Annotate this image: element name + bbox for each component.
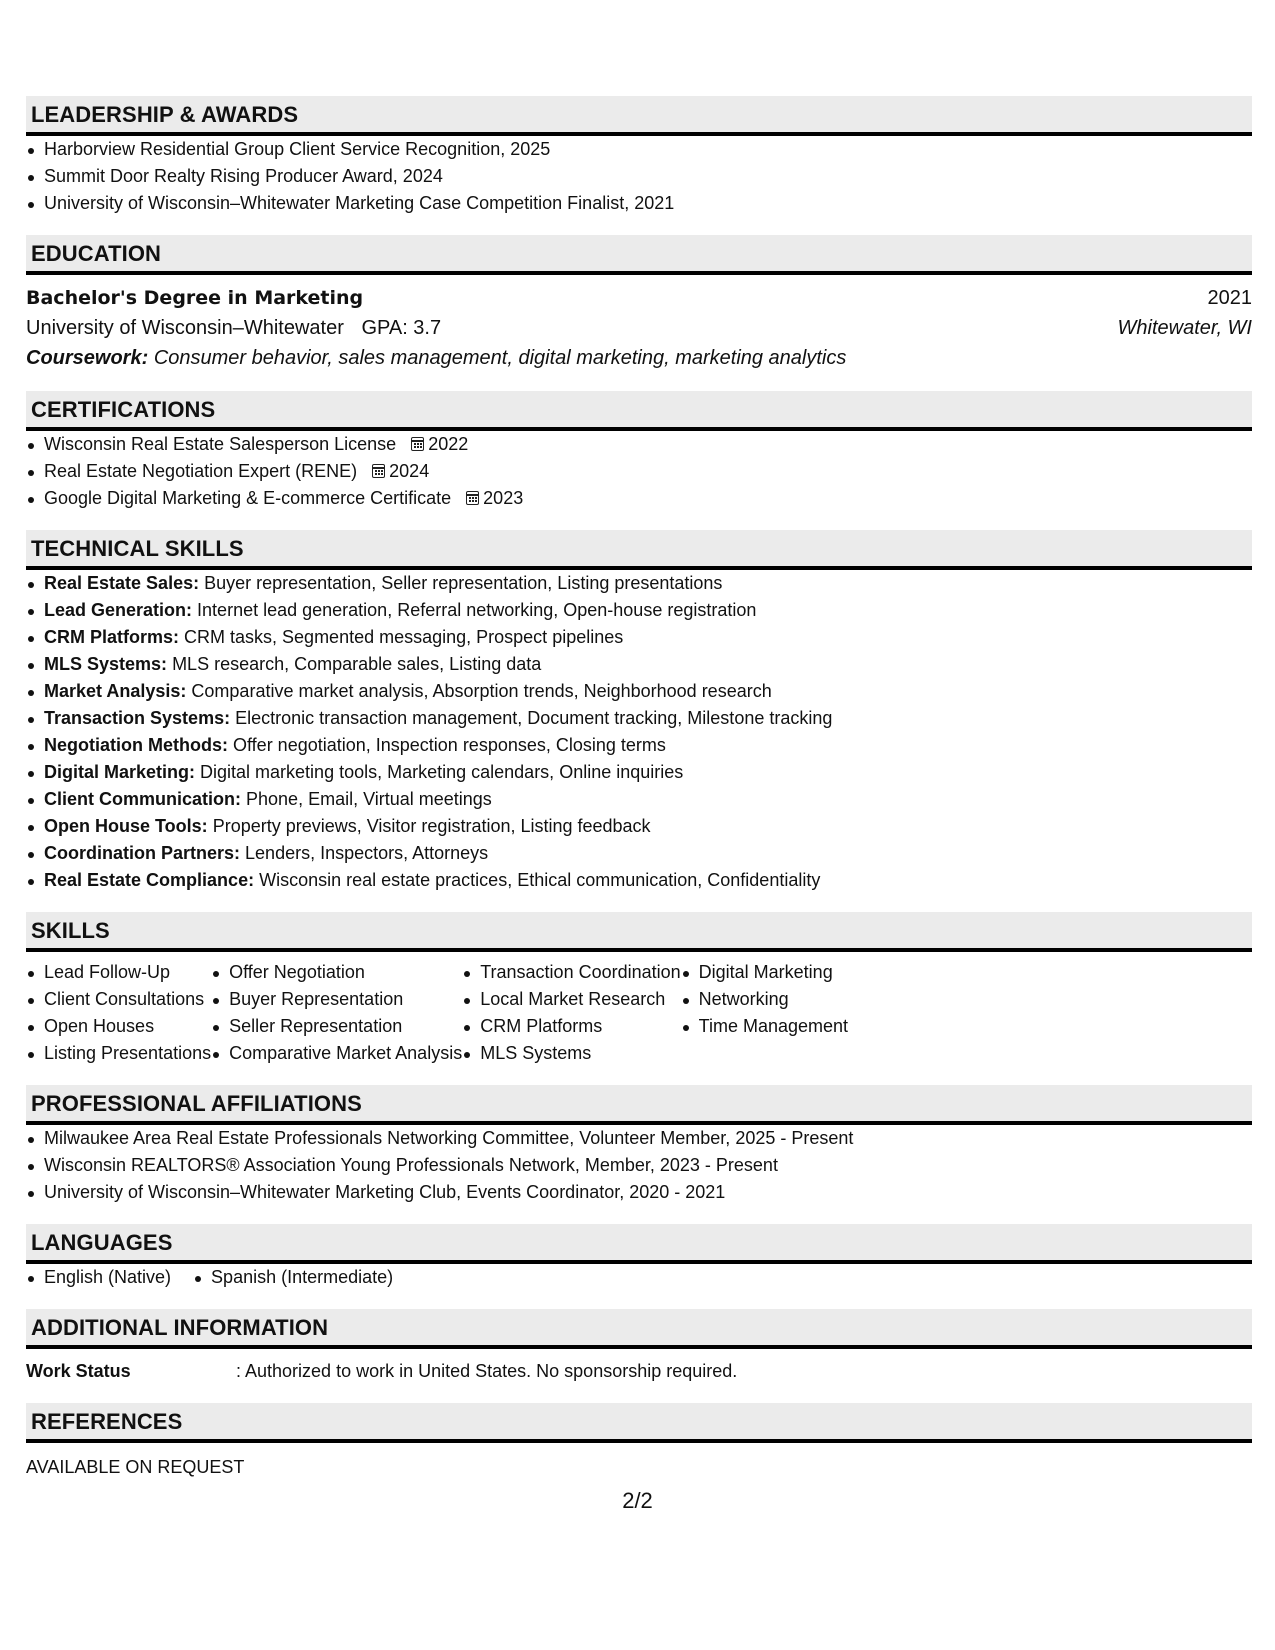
certification-name: Wisconsin Real Estate Salesperson License	[44, 434, 397, 454]
leadership-list	[26, 136, 1252, 217]
skill-category: Real Estate Sales:	[44, 573, 200, 593]
page-number: 2/2	[622, 1488, 653, 1513]
calendar-icon	[411, 437, 424, 451]
list-item	[26, 678, 1252, 705]
leadership-section	[26, 96, 1252, 217]
list-item	[26, 597, 1252, 624]
skill-category: Digital Marketing:	[44, 762, 196, 782]
list-item	[26, 624, 1252, 651]
list-item: Lead Follow-Up	[26, 959, 211, 986]
list-item: Summit Door Realty Rising Producer Award, 2024	[26, 163, 1252, 190]
section-heading-education: EDUCATION	[26, 235, 1252, 275]
list-item	[26, 732, 1252, 759]
list-item: English (Native)	[26, 1264, 171, 1291]
list-item: Digital Marketing	[681, 959, 848, 986]
list-item: Time Management	[681, 1013, 848, 1040]
skill-details: Wisconsin real estate practices, Ethical communication, Confidentiality	[259, 870, 821, 890]
technical-skills-list	[26, 570, 1252, 894]
calendar-icon	[466, 491, 479, 505]
section-heading-additional-info: ADDITIONAL INFORMATION	[26, 1309, 1252, 1349]
skill-category: Coordination Partners:	[44, 843, 241, 863]
list-item: Spanish (Intermediate)	[193, 1264, 393, 1291]
skills-column	[681, 959, 848, 1067]
languages-section	[26, 1224, 1252, 1291]
section-heading-leadership: LEADERSHIP & AWARDS	[26, 96, 1252, 136]
skill-category: Market Analysis:	[44, 681, 187, 701]
list-item: Transaction Coordination	[462, 959, 680, 986]
skill-details: Electronic transaction management, Document tracking, Milestone tracking	[235, 708, 833, 728]
work-status-label: Work Status	[26, 1361, 131, 1381]
skills-section	[26, 912, 1252, 1067]
skill-details: MLS research, Comparable sales, Listing data	[172, 654, 542, 674]
certification-year: 2023	[483, 488, 524, 508]
degree-title: Bachelor's Degree in Marketing	[26, 287, 364, 309]
coursework-text: Consumer behavior, sales management, digital marketing, marketing analytics	[153, 347, 847, 369]
school-name: University of Wisconsin–Whitewater	[26, 317, 344, 339]
education-entry	[26, 275, 1252, 373]
list-item: MLS Systems	[462, 1040, 680, 1067]
list-item: Buyer Representation	[211, 986, 462, 1013]
list-item: Open Houses	[26, 1013, 211, 1040]
list-item	[26, 705, 1252, 732]
school-location: Whitewater, WI	[1117, 317, 1252, 339]
list-item: Offer Negotiation	[211, 959, 462, 986]
education-section	[26, 235, 1252, 373]
skill-category: MLS Systems:	[44, 654, 168, 674]
list-item: Listing Presentations	[26, 1040, 211, 1067]
references-section	[26, 1403, 1252, 1481]
skill-details: Internet lead generation, Referral networking, Open-house registration	[197, 600, 757, 620]
list-item	[26, 458, 1252, 485]
section-heading-skills: SKILLS	[26, 912, 1252, 952]
list-item: CRM Platforms	[462, 1013, 680, 1040]
certification-name: Google Digital Marketing & E-commerce Certificate	[44, 488, 452, 508]
list-item	[26, 651, 1252, 678]
list-item: Milwaukee Area Real Estate Professionals Networking Committee, Volunteer Member, 2025 - Present	[26, 1125, 1252, 1152]
list-item: Harborview Residential Group Client Service Recognition, 2025	[26, 136, 1252, 163]
resume-page	[26, 96, 1252, 1499]
section-heading-languages: LANGUAGES	[26, 1224, 1252, 1264]
certification-name: Real Estate Negotiation Expert (RENE)	[44, 461, 358, 481]
section-heading-technical-skills: TECHNICAL SKILLS	[26, 530, 1252, 570]
skill-category: Open House Tools:	[44, 816, 208, 836]
list-item: Local Market Research	[462, 986, 680, 1013]
coursework-label: Coursework:	[26, 347, 149, 369]
skills-column	[462, 959, 680, 1067]
list-item	[26, 759, 1252, 786]
skill-details: Buyer representation, Seller representation, Listing presentations	[204, 573, 723, 593]
skill-details: Lenders, Inspectors, Attorneys	[245, 843, 489, 863]
skills-column	[26, 959, 211, 1067]
affiliations-section	[26, 1085, 1252, 1206]
skill-category: Transaction Systems:	[44, 708, 231, 728]
skills-grid	[26, 952, 1252, 1067]
list-item	[26, 431, 1252, 458]
affiliations-list	[26, 1125, 1252, 1206]
list-item: University of Wisconsin–Whitewater Marketing Case Competition Finalist, 2021	[26, 190, 1252, 217]
skill-details: Comparative market analysis, Absorption trends, Neighborhood research	[191, 681, 772, 701]
list-item	[26, 867, 1252, 894]
skill-details: Digital marketing tools, Marketing calendars, Online inquiries	[200, 762, 684, 782]
work-status-value: : Authorized to work in United States. No sponsorship required.	[236, 1361, 738, 1381]
gpa: GPA: 3.7	[361, 317, 442, 339]
list-item: Client Consultations	[26, 986, 211, 1013]
list-item	[26, 485, 1252, 512]
calendar-icon	[372, 464, 385, 478]
list-item: Comparative Market Analysis	[211, 1040, 462, 1067]
skill-details: Phone, Email, Virtual meetings	[246, 789, 492, 809]
certifications-section	[26, 391, 1252, 512]
list-item	[26, 813, 1252, 840]
technical-skills-section	[26, 530, 1252, 894]
list-item	[26, 786, 1252, 813]
skill-category: Real Estate Compliance:	[44, 870, 255, 890]
list-item: Seller Representation	[211, 1013, 462, 1040]
skill-category: Lead Generation:	[44, 600, 193, 620]
skill-category: CRM Platforms:	[44, 627, 180, 647]
list-item	[26, 840, 1252, 867]
skill-category: Client Communication:	[44, 789, 241, 809]
list-item: University of Wisconsin–Whitewater Marketing Club, Events Coordinator, 2020 - 2021	[26, 1179, 1252, 1206]
additional-info-section	[26, 1309, 1252, 1385]
skill-details: Property previews, Visitor registration, Listing feedback	[212, 816, 651, 836]
section-heading-affiliations: PROFESSIONAL AFFILIATIONS	[26, 1085, 1252, 1125]
graduation-year: 2021	[1207, 287, 1252, 309]
certifications-list	[26, 431, 1252, 512]
skill-details: Offer negotiation, Inspection responses, Closing terms	[233, 735, 666, 755]
certification-year: 2022	[428, 434, 469, 454]
languages-list	[26, 1264, 1252, 1291]
skill-category: Negotiation Methods:	[44, 735, 228, 755]
section-heading-certifications: CERTIFICATIONS	[26, 391, 1252, 431]
work-status-row	[26, 1349, 1252, 1385]
skill-details: CRM tasks, Segmented messaging, Prospect pipelines	[184, 627, 624, 647]
skills-column	[211, 959, 462, 1067]
list-item: Wisconsin REALTORS® Association Young Professionals Network, Member, 2023 - Present	[26, 1152, 1252, 1179]
list-item	[26, 570, 1252, 597]
section-heading-references: REFERENCES	[26, 1403, 1252, 1443]
references-text: AVAILABLE ON REQUEST	[26, 1457, 245, 1477]
certification-year: 2024	[389, 461, 430, 481]
list-item: Networking	[681, 986, 848, 1013]
